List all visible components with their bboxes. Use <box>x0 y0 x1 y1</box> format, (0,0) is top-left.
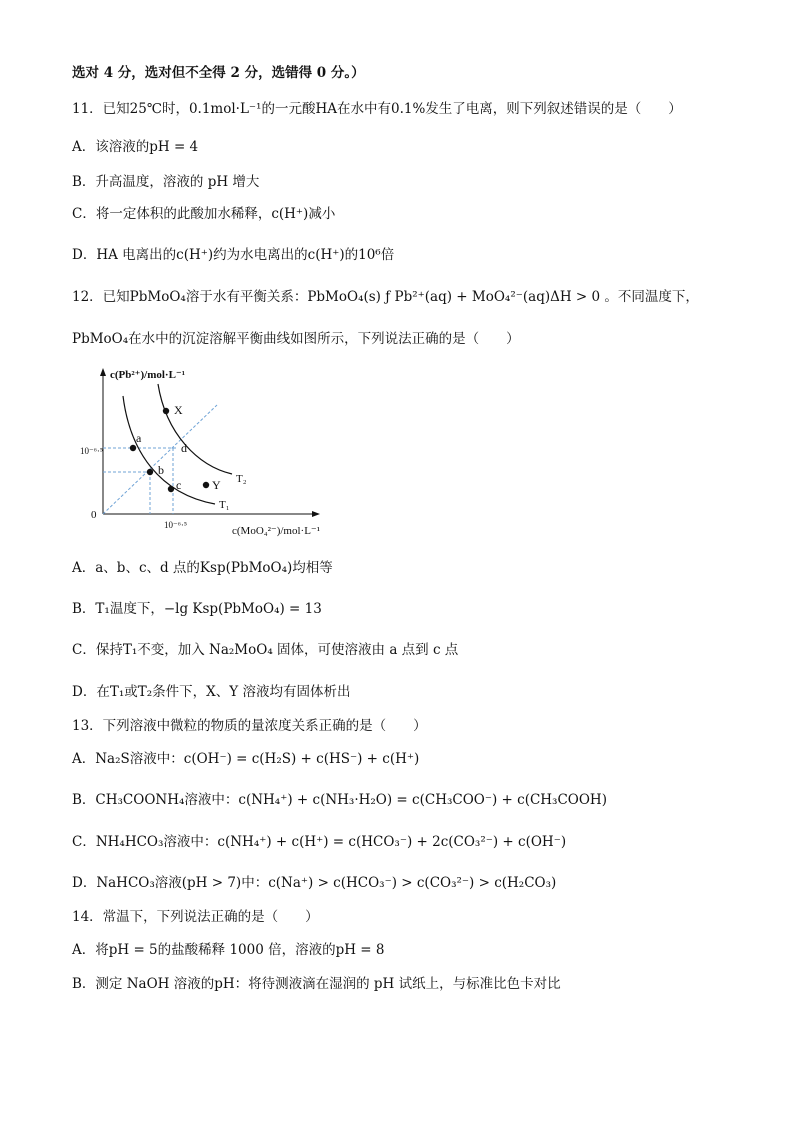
y-axis-arrow <box>100 368 106 376</box>
q12-stem-line2: PbMoO₄在水中的沉淀溶解平衡曲线如图所示，下列说法正确的是（ ） <box>72 331 520 347</box>
point-c <box>168 486 174 492</box>
point-label-b: b <box>158 463 164 477</box>
q12-option-a: A．a、b、c、d 点的Ksp(PbMoO₄)均相等 <box>72 560 333 576</box>
q14-option-b: B．测定 NaOH 溶液的pH：将待测液滴在湿润的 pH 试纸上，与标准比色卡对比 <box>72 976 561 992</box>
x-tick-label: 10⁻⁶·⁵ <box>164 520 188 530</box>
curve-t2 <box>158 384 232 474</box>
q13-option-b: B．CH₃COONH₄溶液中：c(NH₄⁺) + c(NH₃·H₂O) = c(CH₃COO⁻) + c(CH₃COOH) <box>72 792 607 808</box>
diagonal-reference-line <box>103 405 217 514</box>
point-y <box>203 482 209 488</box>
q11-option-a: A．该溶液的pH = 4 <box>72 139 199 155</box>
point-label-a: a <box>136 431 142 445</box>
q12-option-d: D．在T₁或T₂条件下，X、Y 溶液均有固体析出 <box>72 684 351 700</box>
x-axis-arrow <box>312 511 320 517</box>
point-label-x: X <box>174 403 183 417</box>
q13-option-d: D．NaHCO₃溶液(pH > 7)中：c(Na⁺) > c(HCO₃⁻) > c(CO₃²⁻) > c(H₂CO₃) <box>72 875 557 891</box>
q12-option-b: B．T₁温度下，−lg Ksp(PbMoO₄) = 13 <box>72 601 322 617</box>
q12-stem-line1: 12．已知PbMoO₄溶于水有平衡关系：PbMoO₄(s) ƒ Pb²⁺(aq) + MoO₄²⁻(aq)ΔH > 0 。不同温度下， <box>72 289 699 305</box>
curve-label-t1: T₁ <box>219 499 230 511</box>
q13-stem: 13．下列溶液中微粒的物质的量浓度关系正确的是（ ） <box>72 718 427 734</box>
q12-option-c: C．保持T₁不变，加入 Na₂MoO₄ 固体，可使溶液由 a 点到 c 点 <box>72 642 459 658</box>
q13-option-c: C．NH₄HCO₃溶液中：c(NH₄⁺) + c(H⁺) = c(HCO₃⁻) + 2c(CO₃²⁻) + c(OH⁻) <box>72 834 567 850</box>
y-axis-label: c(Pb²⁺)/mol·L⁻¹ <box>110 369 186 381</box>
solubility-equilibrium-figure <box>80 362 340 537</box>
header-line: 选对 4 分，选对但不全得 2 分，选错得 0 分。） <box>72 65 365 81</box>
q13-option-a: A．Na₂S溶液中：c(OH⁻) = c(H₂S) + c(HS⁻) + c(H⁺) <box>72 751 420 767</box>
q11-stem: 11．已知25℃时，0.1mol·L⁻¹的一元酸HA在水中有0.1%发生了电离，则下列叙述错误的是（ ） <box>72 101 682 117</box>
point-label-d: d <box>181 441 187 455</box>
point-x <box>163 408 169 414</box>
origin-label: 0 <box>91 509 97 521</box>
y-tick-label: 10⁻⁶·⁵ <box>80 446 104 456</box>
x-axis-label: c(MoO₄²⁻)/mol·L⁻¹ <box>232 525 321 537</box>
q14-stem: 14．常温下，下列说法正确的是（ ） <box>72 909 319 925</box>
point-label-y: Y <box>212 478 221 492</box>
curve-label-t2: T₂ <box>236 473 247 485</box>
q11-option-c: C．将一定体积的此酸加水稀释，c(H⁺)减小 <box>72 206 336 222</box>
point-label-c: c <box>176 478 182 492</box>
q14-option-a: A．将pH = 5的盐酸稀释 1000 倍，溶液的pH = 8 <box>72 942 385 958</box>
point-b <box>147 469 153 475</box>
q11-option-d: D．HA 电离出的c(H⁺)约为水电离出的c(H⁺)的10⁶倍 <box>72 247 395 263</box>
q11-option-b: B．升高温度，溶液的 pH 增大 <box>72 174 260 190</box>
point-a <box>130 445 136 451</box>
